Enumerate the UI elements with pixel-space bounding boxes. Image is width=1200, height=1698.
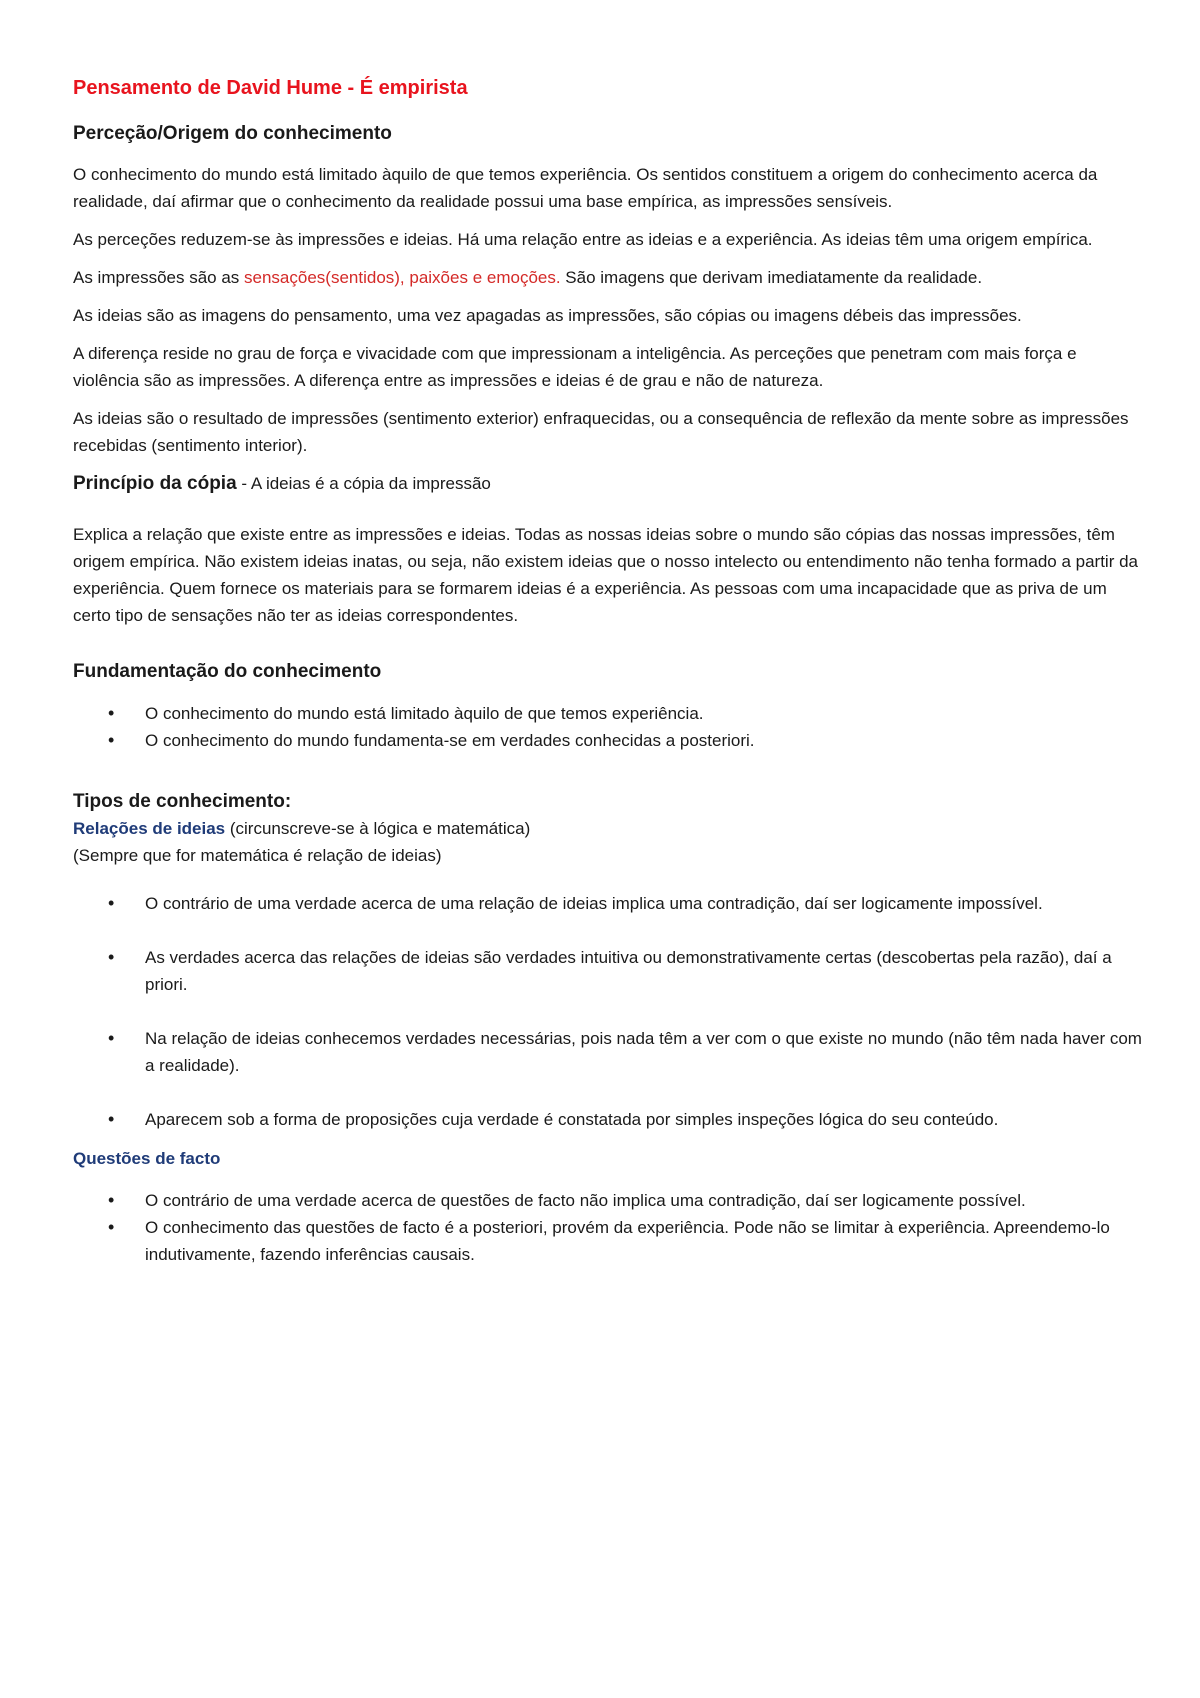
- fundamentacao-list: [73, 700, 1143, 754]
- heading-tipos-conhecimento: Tipos de conhecimento:: [73, 791, 292, 812]
- list-item: • As verdades acerca das relações de ideias são verdades intuitiva ou demonstrativamente certas (descobertas pela razão), daí a priori.: [73, 944, 1143, 998]
- paragraph-2: As perceções reduzem-se às impressões e ideias. Há uma relação entre as ideias e a experiência. As ideias têm uma origem empírica.: [73, 230, 1093, 249]
- highlighted-text: sensações(sentidos), paixões e emoções.: [244, 268, 561, 287]
- list-item: • O contrário de uma verdade acerca de questões de facto não implica uma contradição, daí ser logicamente possível.: [73, 1187, 1143, 1214]
- heading-principio-copia-suffix: - A ideias é a cópia da impressão: [236, 474, 491, 493]
- list-item: • O conhecimento do mundo está limitado àquilo de que temos experiência.: [73, 700, 1143, 727]
- document-page: [73, 74, 1143, 1268]
- questoes-list: [73, 1187, 1143, 1268]
- relacoes-ideias-suffix: (circunscreve-se à lógica e matemática): [225, 819, 531, 838]
- list-item: • Aparecem sob a forma de proposições cuja verdade é constatada por simples inspeções lógica do seu conteúdo.: [73, 1106, 1143, 1133]
- heading-fundamentacao: Fundamentação do conhecimento: [73, 661, 382, 682]
- list-item: • Na relação de ideias conhecemos verdades necessárias, pois nada têm a ver com o que existe no mundo (não têm nada haver com a realidade).: [73, 1025, 1143, 1079]
- list-item: • O conhecimento do mundo fundamenta-se em verdades conhecidas a posteriori.: [73, 727, 1143, 754]
- paragraph-6: As ideias são o resultado de impressões (sentimento exterior) enfraquecidas, ou a consequência de reflexão da mente sobre as impressões recebidas (sentimento interior).: [73, 409, 1129, 455]
- paragraph-3-start: As impressões são as: [73, 268, 245, 287]
- paragraph-1: O conhecimento do mundo está limitado àquilo de que temos experiência. Os sentidos constituem a origem do conhecimento acerca da realidade, daí afirmar que o conhecimento da realidade possui uma base empírica, as impressões sensíveis.: [73, 165, 1098, 211]
- paragraph-principio-copia: Explica a relação que existe entre as impressões e ideias. Todas as nossas ideias sobre o mundo são cópias das nossas impressões, têm origem empírica. Não existem ideias inatas, ou seja, não existem ideias que o nosso intelecto ou entendimento não tenha formado a partir da experiência. Quem fornece os materiais para se formarem ideias é a experiência. As pessoas com uma incapacidade que as priva de um certo tipo de sensações não ter as ideias correspondentes.: [73, 525, 1139, 625]
- paragraph-3: [73, 264, 1143, 291]
- relacoes-ideias-line: [73, 815, 1143, 842]
- heading-principio-copia-label: Princípio da cópia: [73, 473, 237, 494]
- questoes-facto-label: Questões de facto: [73, 1149, 221, 1168]
- paragraph-4: As ideias são as imagens do pensamento, uma vez apagadas as impressões, são cópias ou imagens débeis das impressões.: [73, 306, 1022, 325]
- relacoes-ideias-label: Relações de ideias: [73, 819, 226, 838]
- document-title: Pensamento de David Hume - É empirista: [73, 77, 468, 99]
- paragraph-3-end: São imagens que derivam imediatamente da realidade.: [560, 268, 983, 287]
- list-item: • O contrário de uma verdade acerca de uma relação de ideias implica uma contradição, daí ser logicamente impossível.: [73, 890, 1143, 917]
- relacoes-list: [73, 890, 1143, 1133]
- list-item: • O conhecimento das questões de facto é a posteriori, provém da experiência. Pode não se limitar à experiência. Apreendemo-lo indutivamente, fazendo inferências causais.: [73, 1214, 1143, 1268]
- paragraph-5: A diferença reside no grau de força e vivacidade com que impressionam a inteligência. As perceções que penetram com mais força e violência são as impressões. A diferença entre as impressões e ideias é de grau e não de natureza.: [73, 344, 1077, 390]
- heading-principio-copia: [73, 471, 1143, 497]
- relacoes-note: (Sempre que for matemática é relação de ideias): [73, 846, 442, 865]
- heading-percecao: Perceção/Origem do conhecimento: [73, 123, 392, 144]
